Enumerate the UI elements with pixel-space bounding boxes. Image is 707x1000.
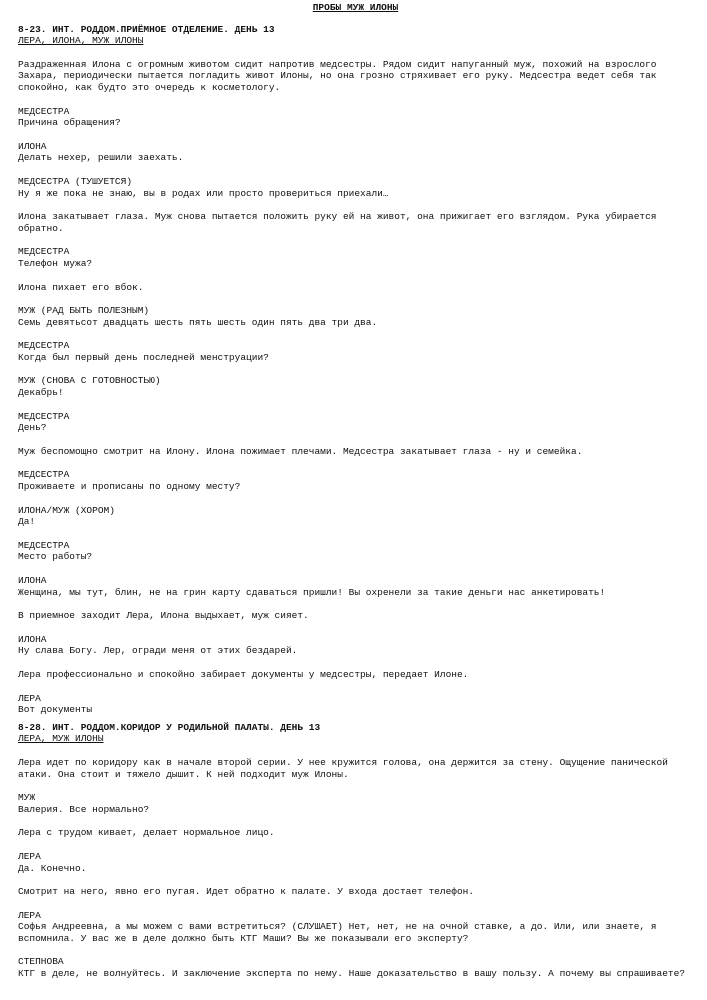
character-cue: МЕДСЕСТРА <box>18 410 70 422</box>
dialogue-line: Когда был первый день последней менструации? <box>18 351 269 363</box>
dialogue-block <box>18 305 693 328</box>
character-cue: МУЖ <box>18 792 36 804</box>
dialogue-line: День? <box>18 422 47 434</box>
character-cue: ИЛОНА/МУЖ (ХОРОМ) <box>18 504 115 516</box>
scene-heading: 8-28. ИНТ. РОДДОМ.КОРИДОР У РОДИЛЬНОЙ ПАЛАТЫ. ДЕНЬ 13 <box>18 721 321 733</box>
character-cue: МЕДСЕСТРА <box>18 539 70 551</box>
dialogue-line: КТГ в деле, не волнуйтесь. И заключение эксперта по нему. Наше доказательство в вашу пользу. А почему вы спрашиваете? <box>18 968 686 980</box>
script-page <box>18 0 693 986</box>
dialogue-block <box>18 693 693 716</box>
scene <box>18 722 693 980</box>
action-paragraph: Лера идет по коридору как в начале второй серии. У нее кружится голова, она держится за стену. Ощущение панической атаки. Она стоит и тяжело дышит. К ней подходит муж Илоны. <box>18 756 668 780</box>
dialogue-block <box>18 505 693 528</box>
dialogue-line: Телефон мужа? <box>18 257 93 269</box>
dialogue-line: Причина обращения? <box>18 117 121 129</box>
dialogue-line: Софья Андреевна, а мы можем с вами встретиться? (СЛУШАЕТ) Нет, нет, не на очной ставке, а до. Или, или знаете, я вспомнила. У вас же в деле должно быть КТГ Маши? Вы же показывали его эксперту? <box>18 921 657 944</box>
action-paragraph: Лера с трудом кивает, делает нормальное лицо. <box>18 827 275 839</box>
dialogue-block <box>18 851 693 874</box>
character-cue: СТЕПНОВА <box>18 956 64 968</box>
character-cue: ИЛОНА <box>18 575 47 586</box>
character-cue: ИЛОНА <box>18 633 47 645</box>
character-cue: ЛЕРА <box>18 850 41 862</box>
dialogue-line: Место работы? <box>18 551 93 563</box>
action-paragraph: Смотрит на него, явно его пугая. Идет обратно к палате. У входа достает телефон. <box>18 886 475 898</box>
character-cue: ЛЕРА <box>18 909 41 921</box>
action-paragraph: Илона пихает его вбок. <box>18 281 144 293</box>
action-paragraph: Лера профессионально и спокойно забирает документы у медсестры, передает Илоне. <box>18 668 469 680</box>
scene-heading: 8-23. ИНТ. РОДДОМ.ПРИЁМНОЕ ОТДЕЛЕНИЕ. ДЕНЬ 13 <box>18 23 275 35</box>
scenes-container <box>18 24 693 980</box>
dialogue-block <box>18 106 693 129</box>
character-cue: ЛЕРА <box>18 692 41 704</box>
dialogue-block <box>18 141 693 164</box>
dialogue-block <box>18 411 693 434</box>
action-paragraph: Муж беспомощно смотрит на Илону. Илона пожимает плечами. Медсестра закатывает глаза - ну и семейка. <box>18 445 583 457</box>
character-cue: МЕДСЕСТРА (ТУШУЕТСЯ) <box>18 175 133 187</box>
dialogue-line: Декабрь! <box>18 387 64 399</box>
dialogue-line: Валерия. Все нормально? <box>18 803 150 815</box>
dialogue-line: Вот документы <box>18 704 93 716</box>
scene <box>18 24 693 716</box>
dialogue-line: Да. Конечно. <box>18 862 87 874</box>
dialogue-line: Женщина, мы тут, блин, не на грин карту сдаваться пришли! Вы охренели за такие деньги нас анкетировать! <box>18 586 606 598</box>
dialogue-line: Ну слава Богу. Лер, огради меня от этих бездарей. <box>18 645 298 657</box>
dialogue-block <box>18 176 693 199</box>
action-paragraph: Илона закатывает глаза. Муж снова пытается положить руку ей на живот, она прижигает его взглядом. Рука убирается обратно. <box>18 211 657 234</box>
dialogue-block <box>18 910 693 945</box>
action-paragraph: Раздраженная Илона с огромным животом сидит напротив медсестры. Рядом сидит напуганный муж, похожий на взрослого Захара, периодически пытается погладить живот Илоны, но она грозно стряхивает его руку. Медсестра ведет себя так спокойно, как будто это очередь к косметологу. <box>18 58 657 93</box>
character-cue: МЕДСЕСТРА <box>18 246 70 258</box>
document-title: ПРОБЫ МУЖ ИЛОНЫ <box>312 2 399 13</box>
dialogue-line: Делать нехер, решили заехать. <box>18 152 184 164</box>
character-cue: МЕДСЕСТРА <box>18 105 70 117</box>
dialogue-block <box>18 956 693 979</box>
dialogue-block <box>18 540 693 563</box>
dialogue-block <box>18 792 693 815</box>
dialogue-block <box>18 375 693 398</box>
dialogue-block <box>18 469 693 492</box>
character-cue: МЕДСЕСТРА <box>18 469 70 481</box>
dialogue-line: Ну я же пока не знаю, вы в родах или просто провериться приехали… <box>18 187 389 199</box>
dialogue-line: Проживаете и прописаны по одному месту? <box>18 481 241 493</box>
dialogue-line: Семь девятьсот двадцать шесть пять шесть один пять два три два. <box>18 316 378 328</box>
dialogue-line: Да! <box>18 516 36 528</box>
character-cue: МУЖ (РАД БЫТЬ ПОЛЕЗНЫМ) <box>18 305 150 317</box>
dialogue-block <box>18 246 693 269</box>
dialogue-block <box>18 340 693 363</box>
scene-characters: ЛЕРА, МУЖ ИЛОНЫ <box>18 733 104 745</box>
dialogue-block <box>18 575 693 598</box>
character-cue: МЕДСЕСТРА <box>18 340 70 352</box>
action-paragraph: В приемное заходит Лера, Илона выдыхает, муж сияет. <box>18 610 309 622</box>
scene-characters: ЛЕРА, ИЛОНА, МУЖ ИЛОНЫ <box>18 35 144 47</box>
character-cue: ИЛОНА <box>18 140 47 152</box>
dialogue-block <box>18 634 693 657</box>
character-cue: МУЖ (СНОВА С ГОТОВНОСТЬЮ) <box>18 375 161 387</box>
